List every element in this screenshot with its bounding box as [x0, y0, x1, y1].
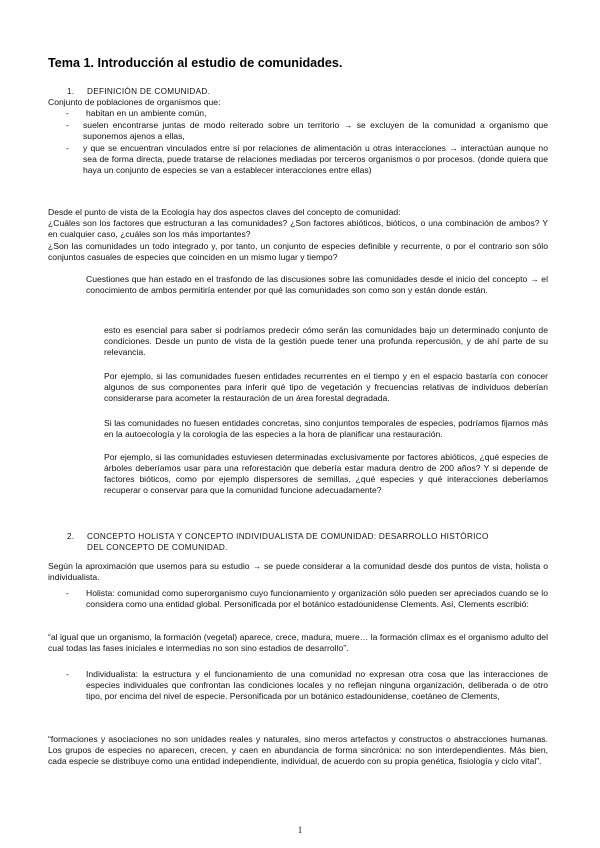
page-title: Tema 1. Introducción al estudio de comunidades. — [48, 56, 343, 70]
section-2-heading-line-2: DEL CONCEPTO DE COMUNIDAD. — [87, 543, 228, 552]
bullet-text: habitan en un ambiente común, — [86, 108, 207, 118]
section-2-heading — [67, 531, 548, 542]
bullet-dash: - — [66, 588, 69, 598]
paragraph-question-integrated: ¿Son las comunidades un todo integrado y, por tanto, un conjunto de especies definible y recurrente, o por el contrario son sólo conjuntos casuales de especies que coinciden en un mismo lugar y tiempo? — [48, 241, 548, 263]
paragraph-question-factors: ¿Cuáles son los factores que estructuran a las comunidades? ¿Son factores abióticos, bióticos, o una combinación de ambos? Y en cualquier caso, ¿cuáles son los más importantes? — [48, 218, 548, 240]
definition-bullet-1 — [66, 108, 548, 119]
definition-bullet-3 — [66, 143, 548, 200]
paragraph-example-abiotic: Por ejemplo, si las comunidades estuviesen determinadas exclusivamente por factores abióticos, ¿qué especies de árboles deberíamos usar para una reforestación que debería estar madura dentro de 200 años? Y si depende de factores bióticos, como por ejemplo dispersores de semillas, ¿qué especies y qué interacciones deberíamos recuperar o conservar para que la comunidad funcione adecuadamente? — [104, 452, 548, 496]
section-2-number: 2. — [67, 532, 75, 541]
individualist-bullet — [66, 669, 548, 715]
bullet-dash: - — [66, 669, 69, 679]
paragraph-temporal-sets: Si las comunidades no fuesen entidades concretas, sino conjuntos temporales de especies, podríamos fijarnos más en la autoecología y la corología de las especies a la hora de planificar una restauración. — [104, 418, 548, 440]
section-2-heading-line-1: CONCEPTO HOLISTA Y CONCEPTO INDIVIDUALISTA DE COMUNIDAD: DESARROLLO HISTÓRICO — [87, 532, 489, 541]
definition-bullet-2 — [66, 120, 548, 143]
paragraph-example-restoration: Por ejemplo, si las comunidades fuesen entidades recurrentes en el tiempo y en el espacio bastaría con conocer algunos de sus componentes para inferir qué tipo de vegetación y frecuencias relativas de individuos deberían considerarse para acometer la restauración de un área forestal degradada. — [104, 371, 548, 404]
bullet-text: Holista: comunidad como superorganismo cuyo funcionamiento y organización sólo pueden ser apreciados cuando se lo considera como una entidad global. Personificada por el botánico estadounidense Clements. Así, Clements escribió: — [86, 588, 548, 610]
holist-bullet — [66, 588, 548, 623]
page-number: 1 — [297, 825, 303, 835]
paragraph-key-aspects: Desde el punto de vista de la Ecología hay dos aspectos claves del concepto de comunidad: — [48, 207, 401, 217]
section-1-number: 1. — [67, 87, 75, 96]
bullet-text: Individualista: la estructura y el funcionamiento de una comunidad no expresan otra cosa que las interacciones de especies individuales que confrontan las condiciones locales y no reflejan ninguna organización, deliberada o de otro tipo, por encima del nivel de especie. Personificada por un botánico estadounidense, coetáneo de Clements, — [86, 669, 548, 702]
section-1-heading — [67, 86, 210, 97]
quote-clements: “al igual que un organismo, la formación (vegetal) aparece, crece, madura, muere… la formación clímax es el organismo adulto del cual todas las fases iniciales e intermedias no son sino estadios de desarrollo”. — [48, 632, 548, 654]
section-1-intro: Conjunto de poblaciones de organismos que: — [48, 97, 221, 107]
bullet-text: y que se encuentran vinculados entre sí por relaciones de alimentación u otras interacciones → interactúan aunque no sea de forma directa, puede tratarse de relaciones mediadas por terceros organismos o por procesos. (donde quiera que haya un conjunto de especies se van a establecer interacciones entre ellas) — [83, 143, 548, 176]
paragraph-prediction: esto es esencial para saber si podríamos predecir cómo serán las comunidades bajo un determinado conjunto de condiciones. Desde un punto de vista de la gestión puede tener una profunda repercusión, y de ahí parte de su relevancia. — [104, 325, 548, 358]
bullet-dash: - — [66, 143, 69, 153]
paragraph-background-questions: Cuestiones que han estado en el trasfondo de las discusiones sobre las comunidades desde el inicio del concepto → el conocimiento de ambos permitiría entender por qué las comunidades son como son y están donde están. — [86, 274, 548, 296]
bullet-text: suelen encontrarse juntas de modo reiterado sobre un territorio → se excluyen de la comunidad a organismo que suponemos ajenos a ellas, — [83, 120, 548, 142]
bullet-dash: - — [66, 120, 69, 130]
quote-individualist: “formaciones y asociaciones no son unidades reales y naturales, sino meros artefactos y constructos o abstracciones humanas. Los grupos de especies no aparecen, crecen, y caen en abundancia de forma sincrónica: no son interdependientes. Más bien, cada especie se distribuye como una entidad independiente, individual, de acuerdo con su propia genética, fisiología y ciclo vital”. — [48, 734, 548, 767]
bullet-dash: - — [66, 108, 69, 118]
paragraph-approach: Según la aproximación que usemos para su estudio → se puede considerar a la comunidad desde dos puntos de vista, holista o individualista. — [48, 561, 548, 583]
section-1-heading-text: DEFINICIÓN DE COMUNIDAD. — [87, 87, 211, 96]
